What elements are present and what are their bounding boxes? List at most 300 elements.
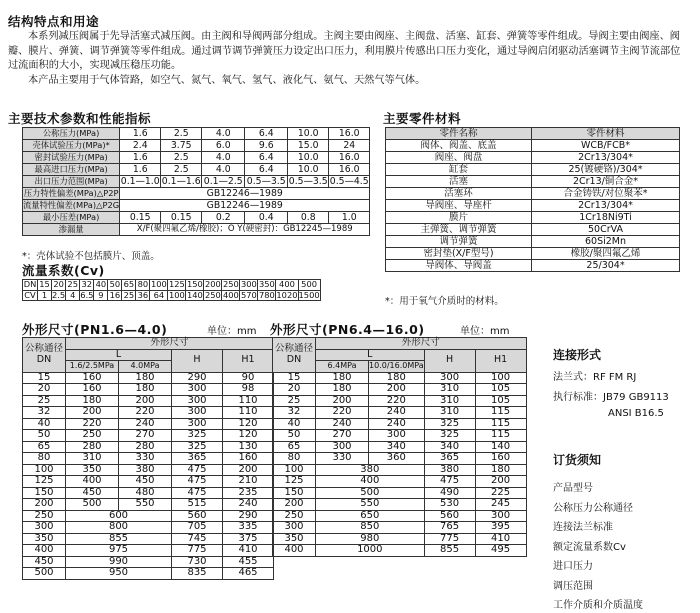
dim-header-l: L xyxy=(316,349,425,361)
order-item: 连接法兰标准 xyxy=(553,522,613,533)
dim-h: 475 xyxy=(424,476,475,488)
dim-h1: 300 xyxy=(475,510,526,522)
parts-row xyxy=(386,176,680,188)
dim-l1: 500 xyxy=(66,499,119,511)
dim-row xyxy=(273,510,527,522)
dim-row xyxy=(273,522,527,534)
tech-label: 壳体试验压力(MPa)* xyxy=(23,140,120,152)
flow-cv-value: 250 xyxy=(204,289,221,300)
parts-row xyxy=(386,140,680,152)
dim-h: 325 xyxy=(424,418,475,430)
flow-dn-value: 15 xyxy=(39,279,50,289)
part-name: 主弹簧、调节弹簧 xyxy=(386,224,532,236)
dim-dn: 65 xyxy=(23,441,66,453)
order-item: 额定流量系数Cv xyxy=(553,541,626,553)
part-name: 导阀体、导阀盖 xyxy=(386,260,532,272)
dim-row xyxy=(23,545,274,557)
dim-h1: 120 xyxy=(223,430,274,442)
dim-l2: 480 xyxy=(119,487,172,499)
part-name: 密封垫(X/F型号) xyxy=(386,248,532,260)
dim-row xyxy=(273,487,527,499)
part-material: 60Si2Mn xyxy=(532,236,680,248)
dim-dn: 350 xyxy=(23,533,66,545)
dim-h1: 410 xyxy=(475,533,526,545)
tech-value: GB12246—1989 xyxy=(120,200,370,212)
dim-l1: 310 xyxy=(66,453,119,465)
dim-dn: 400 xyxy=(23,545,66,557)
dim-dn: 150 xyxy=(23,487,66,499)
dim-row xyxy=(273,545,527,557)
dim-dn: 15 xyxy=(23,372,66,384)
dim-h1: 225 xyxy=(475,487,526,499)
dim-h1: 98 xyxy=(223,384,274,396)
flow-cv-row xyxy=(23,290,321,301)
part-name: 膜片 xyxy=(386,212,532,224)
flow-dn-row xyxy=(23,280,321,291)
part-name: 活塞环 xyxy=(386,188,532,200)
dim-h: 855 xyxy=(424,545,475,557)
dim-l2: 450 xyxy=(119,476,172,488)
dim-row xyxy=(23,430,274,442)
dim-l2: 180 xyxy=(369,372,425,384)
connect-standard-1: 执行标准：JB79 GB9113 xyxy=(553,392,669,403)
order-item: 调压范围 xyxy=(553,580,593,592)
flow-dn-value: 80 xyxy=(137,279,149,289)
dim-row xyxy=(23,453,274,465)
tech-row xyxy=(23,200,370,212)
flow-dn-value: 200 xyxy=(204,279,221,289)
parts-row xyxy=(386,260,680,272)
tech-value: 16.0 xyxy=(329,128,370,140)
dim-l: 550 xyxy=(316,499,425,511)
dim-dn: 20 xyxy=(273,384,316,396)
order-item: 产品型号 xyxy=(553,483,593,494)
dim-row xyxy=(273,499,527,511)
dim-h: 490 xyxy=(424,487,475,499)
dim-l: 380 xyxy=(316,464,425,476)
tech-row xyxy=(23,152,370,164)
dim-l1: 280 xyxy=(66,441,119,453)
dim-row xyxy=(273,384,527,396)
parts-header-name: 零件名称 xyxy=(386,128,532,140)
dim-l: 400 xyxy=(316,476,425,488)
tech-row xyxy=(23,128,370,140)
dim-row xyxy=(23,510,274,522)
dim-h1: 105 xyxy=(475,384,526,396)
dim-h1: 235 xyxy=(223,487,274,499)
dim-header-row xyxy=(273,338,527,350)
part-name: 调节弹簧 xyxy=(386,236,532,248)
parts-row xyxy=(386,248,680,260)
dim-dn: 25 xyxy=(23,395,66,407)
dim-dn: 25 xyxy=(273,395,316,407)
dim-l1: 200 xyxy=(66,407,119,419)
dim-h: 475 xyxy=(172,464,223,476)
tech-value: 0.5—4.5 xyxy=(329,176,369,187)
features-paragraph-1: 本系列减压阀属于先导活塞式减压阀。由主阀和导阀两部分组成。主阀主要由阀座、主阀盘、活塞、缸套、弹簧等零件组成。导阀主要由阀座、阀瓣、膜片、弹簧、调节弹簧等零件组成。通过调节调节弹簧压力设定出口压力，利用膜片传感出口压力变化，通过导阀启闭驱动活塞调节主阀节流部位过流面积的大小，实现减压稳压功能。 xyxy=(8,31,681,71)
dim-l: 1000 xyxy=(316,545,425,557)
dim-dn: 200 xyxy=(273,499,316,511)
dim-h1: 160 xyxy=(475,453,526,465)
dim-h1: 395 xyxy=(475,522,526,534)
parts-header-material: 零件材料 xyxy=(532,128,680,140)
parts-row xyxy=(386,188,680,200)
dim-header-h: H xyxy=(424,349,475,372)
dim-h1: 105 xyxy=(475,395,526,407)
dim-header-dn: 公称通径 DN xyxy=(273,338,316,373)
dim-l2: 240 xyxy=(369,407,425,419)
dim-l: 980 xyxy=(316,533,425,545)
flow-dn-value: 400 xyxy=(276,280,298,291)
tech-value: 16.0 xyxy=(329,152,370,164)
tech-label: 压力特性偏差(MPa)△P2P xyxy=(23,188,119,198)
dim-h: 300 xyxy=(172,418,223,430)
dim-h1: 110 xyxy=(223,395,274,407)
tech-value: 10.0 xyxy=(288,128,329,140)
tech-value: 0.15 xyxy=(161,212,202,224)
dim-row xyxy=(23,487,274,499)
dim-h: 340 xyxy=(424,441,475,453)
parts-row xyxy=(386,152,680,164)
dim-row xyxy=(23,522,274,534)
dim-row xyxy=(23,441,274,453)
tech-value: 9.6 xyxy=(245,140,288,152)
dim-dn: 20 xyxy=(23,384,66,396)
dim-h: 310 xyxy=(424,407,475,419)
flow-cv-value: 4 xyxy=(66,290,80,301)
dim-h: 775 xyxy=(424,533,475,545)
dim-header-l1: 6.4MPa xyxy=(316,361,369,373)
dim-l2: 180 xyxy=(119,372,172,384)
flow-cv-value: 780 xyxy=(258,289,275,300)
dim-l1: 160 xyxy=(66,372,119,384)
flow-dn-value: 250 xyxy=(222,279,239,289)
tech-value: 0.2 xyxy=(202,212,245,224)
dim-l: 650 xyxy=(316,510,425,522)
dim-h: 300 xyxy=(172,407,223,419)
dim-row xyxy=(23,418,274,430)
flow-cv-value: 1 xyxy=(38,290,52,301)
flow-cv-value: 100 xyxy=(168,289,185,300)
tech-value: X/F(聚四氟乙烯/橡胶)；O Y(硬密封)：GB12245—1989 xyxy=(120,224,370,236)
dim-h: 560 xyxy=(424,510,475,522)
flow-dn-value: 300 xyxy=(240,279,257,289)
connect-standard-2: ANSI B16.5 xyxy=(608,408,664,419)
flow-cv-value: 140 xyxy=(186,289,203,300)
tech-value: 1.0 xyxy=(329,212,370,224)
tech-value: GB12246—1989 xyxy=(120,188,370,200)
dim-h1: 410 xyxy=(223,545,274,557)
tech-value: 2.5 xyxy=(161,152,202,164)
dim-header-row xyxy=(23,338,274,350)
flow-dn-value: 20 xyxy=(53,279,64,289)
tech-value: 0.1—1.0 xyxy=(120,176,160,187)
dim-l1: 270 xyxy=(316,430,369,442)
dim-l1: 180 xyxy=(316,384,369,396)
part-material: 橡胶/聚四氟乙烯 xyxy=(532,248,680,260)
dim-h1: 290 xyxy=(223,510,274,522)
dim-header-h1: H1 xyxy=(475,349,526,372)
dim1-unit: 单位：mm xyxy=(207,326,257,337)
part-name: 活塞 xyxy=(386,176,532,188)
order-title: 订货须知 xyxy=(553,453,602,467)
part-material: 2Cr13/304* xyxy=(532,200,680,212)
tech-value: 4.0 xyxy=(202,164,245,176)
dim-dn: 250 xyxy=(23,510,66,522)
dim-l: 855 xyxy=(66,533,172,545)
dim-l2: 360 xyxy=(369,453,425,465)
dim-header-dn: 公称通径 DN xyxy=(23,338,66,373)
tech-value: 0.4 xyxy=(245,212,288,224)
dim-h: 475 xyxy=(172,476,223,488)
dim-row xyxy=(273,418,527,430)
dim-header-l2: 4.0MPa xyxy=(119,361,172,373)
part-material: 50CrVA xyxy=(532,224,680,236)
parts-header-row xyxy=(386,128,680,140)
flow-cv-value: 9 xyxy=(94,290,108,301)
dim-dn: 100 xyxy=(273,464,316,476)
dim-h1: 115 xyxy=(475,407,526,419)
tech-row xyxy=(23,212,370,224)
dim-l1: 300 xyxy=(316,441,369,453)
dim-h: 745 xyxy=(172,533,223,545)
dim-h: 300 xyxy=(172,395,223,407)
flow-cv-value: 25 xyxy=(123,289,135,300)
dim-h: 380 xyxy=(424,464,475,476)
dim-l: 600 xyxy=(66,510,172,522)
dim-h: 475 xyxy=(172,487,223,499)
dim-h1: 240 xyxy=(223,499,274,511)
features-title: 结构特点和用途 xyxy=(8,14,100,29)
tech-table xyxy=(22,127,370,236)
dim-dn: 32 xyxy=(273,407,316,419)
dim-h: 365 xyxy=(424,453,475,465)
dim-l1: 450 xyxy=(66,487,119,499)
dim-dn: 300 xyxy=(23,522,66,534)
flow-dn-value: 100 xyxy=(150,279,167,289)
part-name: 导阀座、导座杆 xyxy=(386,200,532,212)
dim-h1: 335 xyxy=(223,522,274,534)
dim-l2: 240 xyxy=(119,418,172,430)
tech-value: 16.0 xyxy=(329,164,370,176)
dim-h: 325 xyxy=(172,430,223,442)
dim-h1: 455 xyxy=(223,556,274,568)
dim-h1: 120 xyxy=(223,418,274,430)
dim2-table xyxy=(272,337,527,557)
dim-row xyxy=(273,476,527,488)
dim-l1: 400 xyxy=(66,476,119,488)
dim-h1: 245 xyxy=(475,499,526,511)
dim-dn: 350 xyxy=(273,533,316,545)
dim-l2: 240 xyxy=(369,418,425,430)
dim-row xyxy=(273,533,527,545)
dim-h: 705 xyxy=(172,522,223,534)
tech-label: 出口压力范围(MPa) xyxy=(23,176,120,188)
tech-label: 最高进口压力(MPa) xyxy=(23,164,120,176)
dim-l2: 380 xyxy=(119,464,172,476)
tech-value: 4.0 xyxy=(202,152,245,164)
dim-row xyxy=(273,464,527,476)
dim-h: 300 xyxy=(424,372,475,384)
dim-dn: 80 xyxy=(23,453,66,465)
tech-value: 0.5—3.5 xyxy=(245,176,288,188)
dim-h: 515 xyxy=(172,499,223,511)
dim-dn: 125 xyxy=(23,476,66,488)
part-material: 合金铸铁/对位聚苯* xyxy=(532,188,680,200)
tech-value: 6.4 xyxy=(245,164,288,176)
dim-h: 310 xyxy=(424,395,475,407)
flow-dn-value: 125 xyxy=(168,279,185,289)
flow-dn-value: 25 xyxy=(67,279,78,289)
dim-h: 325 xyxy=(424,430,475,442)
tech-value: 3.75 xyxy=(161,140,202,152)
tech-value: 2.5 xyxy=(161,128,202,140)
dim-dn: 65 xyxy=(273,441,316,453)
part-material: 25(镀硬铬)/304* xyxy=(532,164,680,176)
parts-row xyxy=(386,164,680,176)
dim-row xyxy=(273,441,527,453)
dim-dn: 150 xyxy=(273,487,316,499)
dim-dn: 15 xyxy=(273,372,316,384)
dim-l1: 200 xyxy=(316,395,369,407)
tech-value: 6.4 xyxy=(245,128,288,140)
dim-row xyxy=(273,407,527,419)
dim-l2: 270 xyxy=(119,430,172,442)
order-item: 工作介质和介质温度 xyxy=(553,600,643,611)
dim-h1: 130 xyxy=(223,441,274,453)
tech-value: 6.0 xyxy=(202,140,245,152)
dim-dn: 200 xyxy=(23,499,66,511)
tech-note: *：壳体试验不包括膜片、顶盖。 xyxy=(22,251,160,262)
dim-h1: 465 xyxy=(223,568,274,580)
dim-h1: 200 xyxy=(223,464,274,476)
dim-header-h1: H1 xyxy=(223,349,274,372)
dim2-title: 外形尺寸(PN6.4—16.0) xyxy=(270,322,425,337)
dim-row xyxy=(273,395,527,407)
dim-l2: 220 xyxy=(369,395,425,407)
dim-l2: 280 xyxy=(119,441,172,453)
parts-table xyxy=(385,127,680,272)
connect-title: 连接形式 xyxy=(553,348,602,362)
tech-value: 6.4 xyxy=(245,152,288,164)
dim-l1: 250 xyxy=(66,430,119,442)
dim1-table xyxy=(22,337,274,580)
dim-h: 530 xyxy=(424,499,475,511)
dim-header-l: L xyxy=(66,349,172,361)
flow-dn-value: 50 xyxy=(109,279,121,289)
dim-l: 850 xyxy=(316,522,425,534)
tech-value: 24 xyxy=(329,140,370,152)
tech-value: 1.6 xyxy=(120,152,161,164)
features-paragraph-2: 本产品主要用于气体管路，如空气、氮气、氧气、氢气、液化气、氨气、天然气等气体。 xyxy=(28,75,426,86)
tech-value: 15.0 xyxy=(288,140,329,152)
dim-h1: 180 xyxy=(475,464,526,476)
flow-cv-value: 400 xyxy=(222,289,239,300)
dim-l2: 220 xyxy=(119,407,172,419)
dim-dn: 100 xyxy=(23,464,66,476)
part-name: 阀体、阀盖、底盖 xyxy=(386,140,532,152)
order-item: 公称压力公称通径 xyxy=(553,502,633,514)
dim-h: 775 xyxy=(172,545,223,557)
dim-dn: 450 xyxy=(23,556,66,568)
parts-row xyxy=(386,212,680,224)
dim-row xyxy=(23,533,274,545)
dim-row xyxy=(23,407,274,419)
tech-row xyxy=(23,176,370,188)
dim-l2: 200 xyxy=(119,395,172,407)
dim-l2: 200 xyxy=(369,384,425,396)
dim-l1: 220 xyxy=(316,407,369,419)
flow-dn-value: 40 xyxy=(95,279,107,289)
tech-label: 公称压力(MPa) xyxy=(23,128,120,140)
tech-value: 0.1—1.6 xyxy=(161,176,201,187)
dim-h: 290 xyxy=(172,372,223,384)
order-item: 进口压力 xyxy=(553,561,593,572)
part-name: 缸套 xyxy=(386,164,532,176)
dim-l1: 180 xyxy=(66,395,119,407)
dim-h: 730 xyxy=(172,556,223,568)
dim-l2: 180 xyxy=(119,384,172,396)
dim-dn: 50 xyxy=(273,430,316,442)
dim-h1: 495 xyxy=(475,545,526,557)
dim-dn: 40 xyxy=(273,418,316,430)
dim-row xyxy=(23,384,274,396)
dim-dn: 50 xyxy=(23,430,66,442)
dim-row xyxy=(23,556,274,568)
tech-row xyxy=(23,140,370,152)
tech-value: 0.15 xyxy=(120,212,161,224)
flow-table xyxy=(22,279,321,301)
dim-l2: 550 xyxy=(119,499,172,511)
dim-l1: 220 xyxy=(66,418,119,430)
dim-header-l1: 1.6/2.5MPa xyxy=(66,361,119,373)
flow-cv-value: 2.5 xyxy=(52,289,66,300)
parts-row xyxy=(386,236,680,248)
dim-dn: 500 xyxy=(23,568,66,580)
dim-h1: 200 xyxy=(475,476,526,488)
dim-row xyxy=(23,372,274,384)
parts-title: 主要零件材料 xyxy=(383,111,462,126)
dim-header-h: H xyxy=(172,349,223,372)
tech-label: 密封试验压力(MPa) xyxy=(23,152,120,164)
dim-h: 765 xyxy=(424,522,475,534)
dim-row xyxy=(23,476,274,488)
dim-h1: 110 xyxy=(223,407,274,419)
dim-h1: 140 xyxy=(475,441,526,453)
dim-dn: 80 xyxy=(273,453,316,465)
tech-value: 1.6 xyxy=(120,164,161,176)
tech-value: 0.8 xyxy=(288,212,329,224)
flow-cv-value: 1500 xyxy=(298,289,320,300)
connect-flange: 法兰式：RF FM RJ xyxy=(553,372,637,383)
tech-row xyxy=(23,224,370,236)
dim-h: 325 xyxy=(172,441,223,453)
flow-cv-value: 16 xyxy=(109,289,121,300)
dim-h: 300 xyxy=(172,384,223,396)
flow-dn-value: 350 xyxy=(258,279,275,289)
flow-cv-value: 570 xyxy=(240,289,257,300)
tech-value: 10.0 xyxy=(288,164,329,176)
flow-dn-value: 150 xyxy=(186,279,203,289)
dim-l2: 330 xyxy=(119,453,172,465)
dim-l1: 330 xyxy=(316,453,369,465)
dim-h1: 375 xyxy=(223,533,274,545)
tech-label: 最小压差(MPa) xyxy=(23,212,120,224)
part-material: 2Cr13/铜合金* xyxy=(532,176,680,188)
dim-h1: 100 xyxy=(475,372,526,384)
flow-dn-value: 32 xyxy=(81,279,93,289)
dim-h1: 115 xyxy=(475,418,526,430)
